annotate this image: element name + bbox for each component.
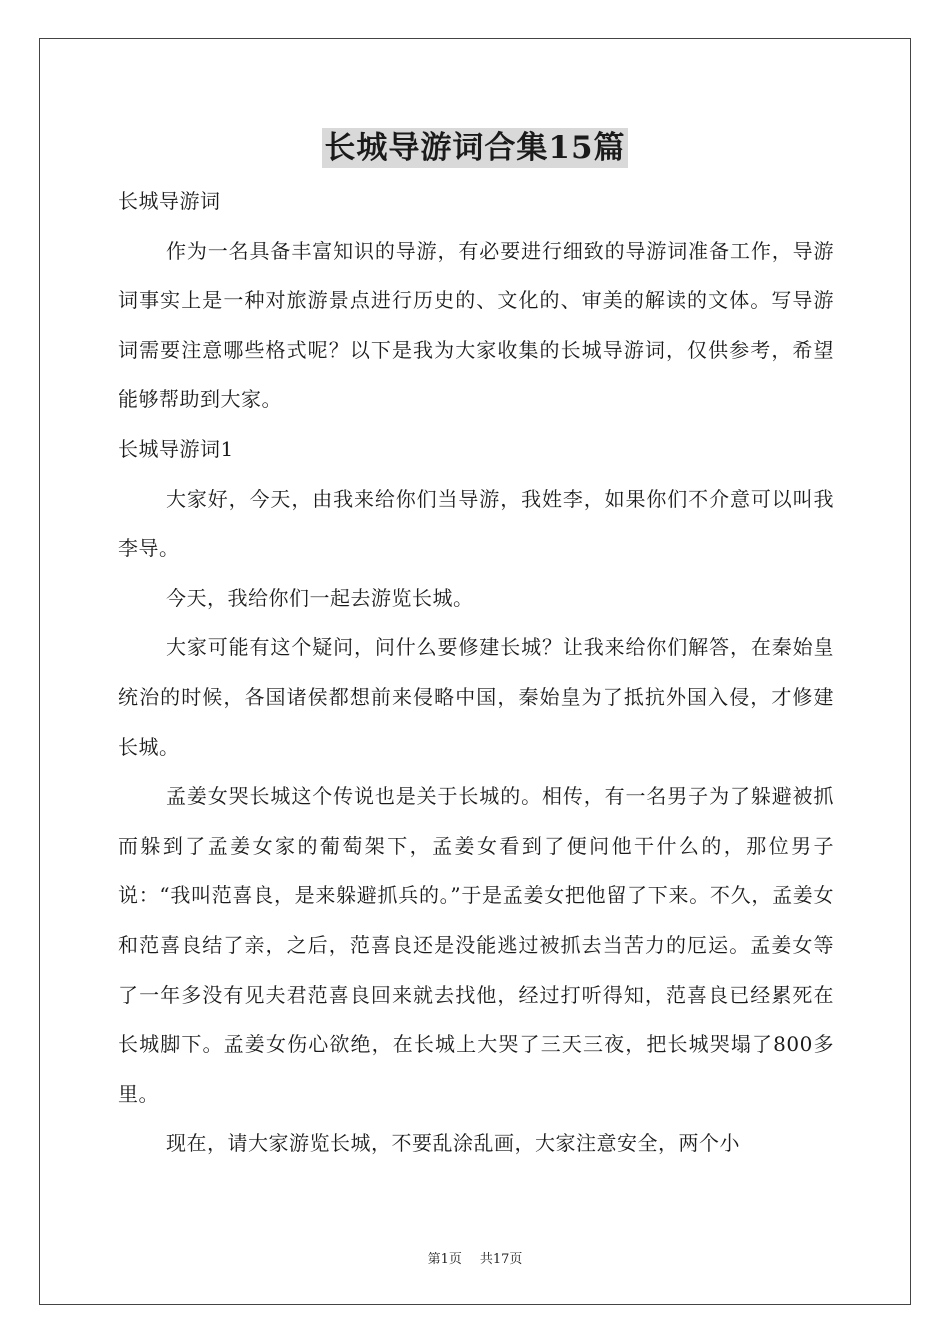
paragraph: 现在，请大家游览长城，不要乱涂乱画，大家注意安全，两个小 <box>166 1131 740 1156</box>
page-footer <box>0 1248 950 1267</box>
document-body <box>118 177 834 1169</box>
paragraph: 大家可能有这个疑问，问什么要修建长城？让我来给你们解答，在秦始皇统治的时候，各国诸侯都想前来侵略中国，秦始皇为了抵抗外国入侵，才修建长城。 <box>118 635 834 759</box>
paragraph: 长城导游词1 <box>118 436 234 461</box>
paragraph: 作为一名具备丰富知识的导游，有必要进行细致的导游词准备工作，导游词事实上是一种对旅游景点进行历史的、文化的、审美的解读的文体。写导游词需要注意哪些格式呢？以下是我为大家收集的长城导游词，仅供参考，希望能够帮助到大家。 <box>118 238 834 412</box>
paragraph: 孟姜女哭长城这个传说也是关于长城的。相传，有一名男子为了躲避被抓而躲到了孟姜女家的葡萄架下，孟姜女看到了便问他干什么的，那位男子说：“我叫范喜良，是来躲避抓兵的。”于是孟姜女把他留了下来。不久，孟姜女和范喜良结了亲，之后，范喜良还是没能逃过被抓去当苦力的厄运。孟姜女等了一年多没有见夫君范喜良回来就去找他，经过打听得知，范喜良已经累死在长城脚下。孟姜女伤心欲绝，在长城上大哭了三天三夜，把长城哭塌了800多里。 <box>118 784 834 1106</box>
paragraph: 大家好，今天，由我来给你们当导游，我姓李，如果你们不介意可以叫我李导。 <box>118 486 834 561</box>
paragraph: 长城导游词 <box>118 189 221 213</box>
page-number: 第1页 <box>427 1252 462 1267</box>
document-title: 长城导游词合集15篇 <box>324 130 626 166</box>
page-total: 共17页 <box>479 1252 523 1267</box>
title-wrap <box>0 128 950 168</box>
paragraph: 今天，我给你们一起去游览长城。 <box>166 585 474 610</box>
